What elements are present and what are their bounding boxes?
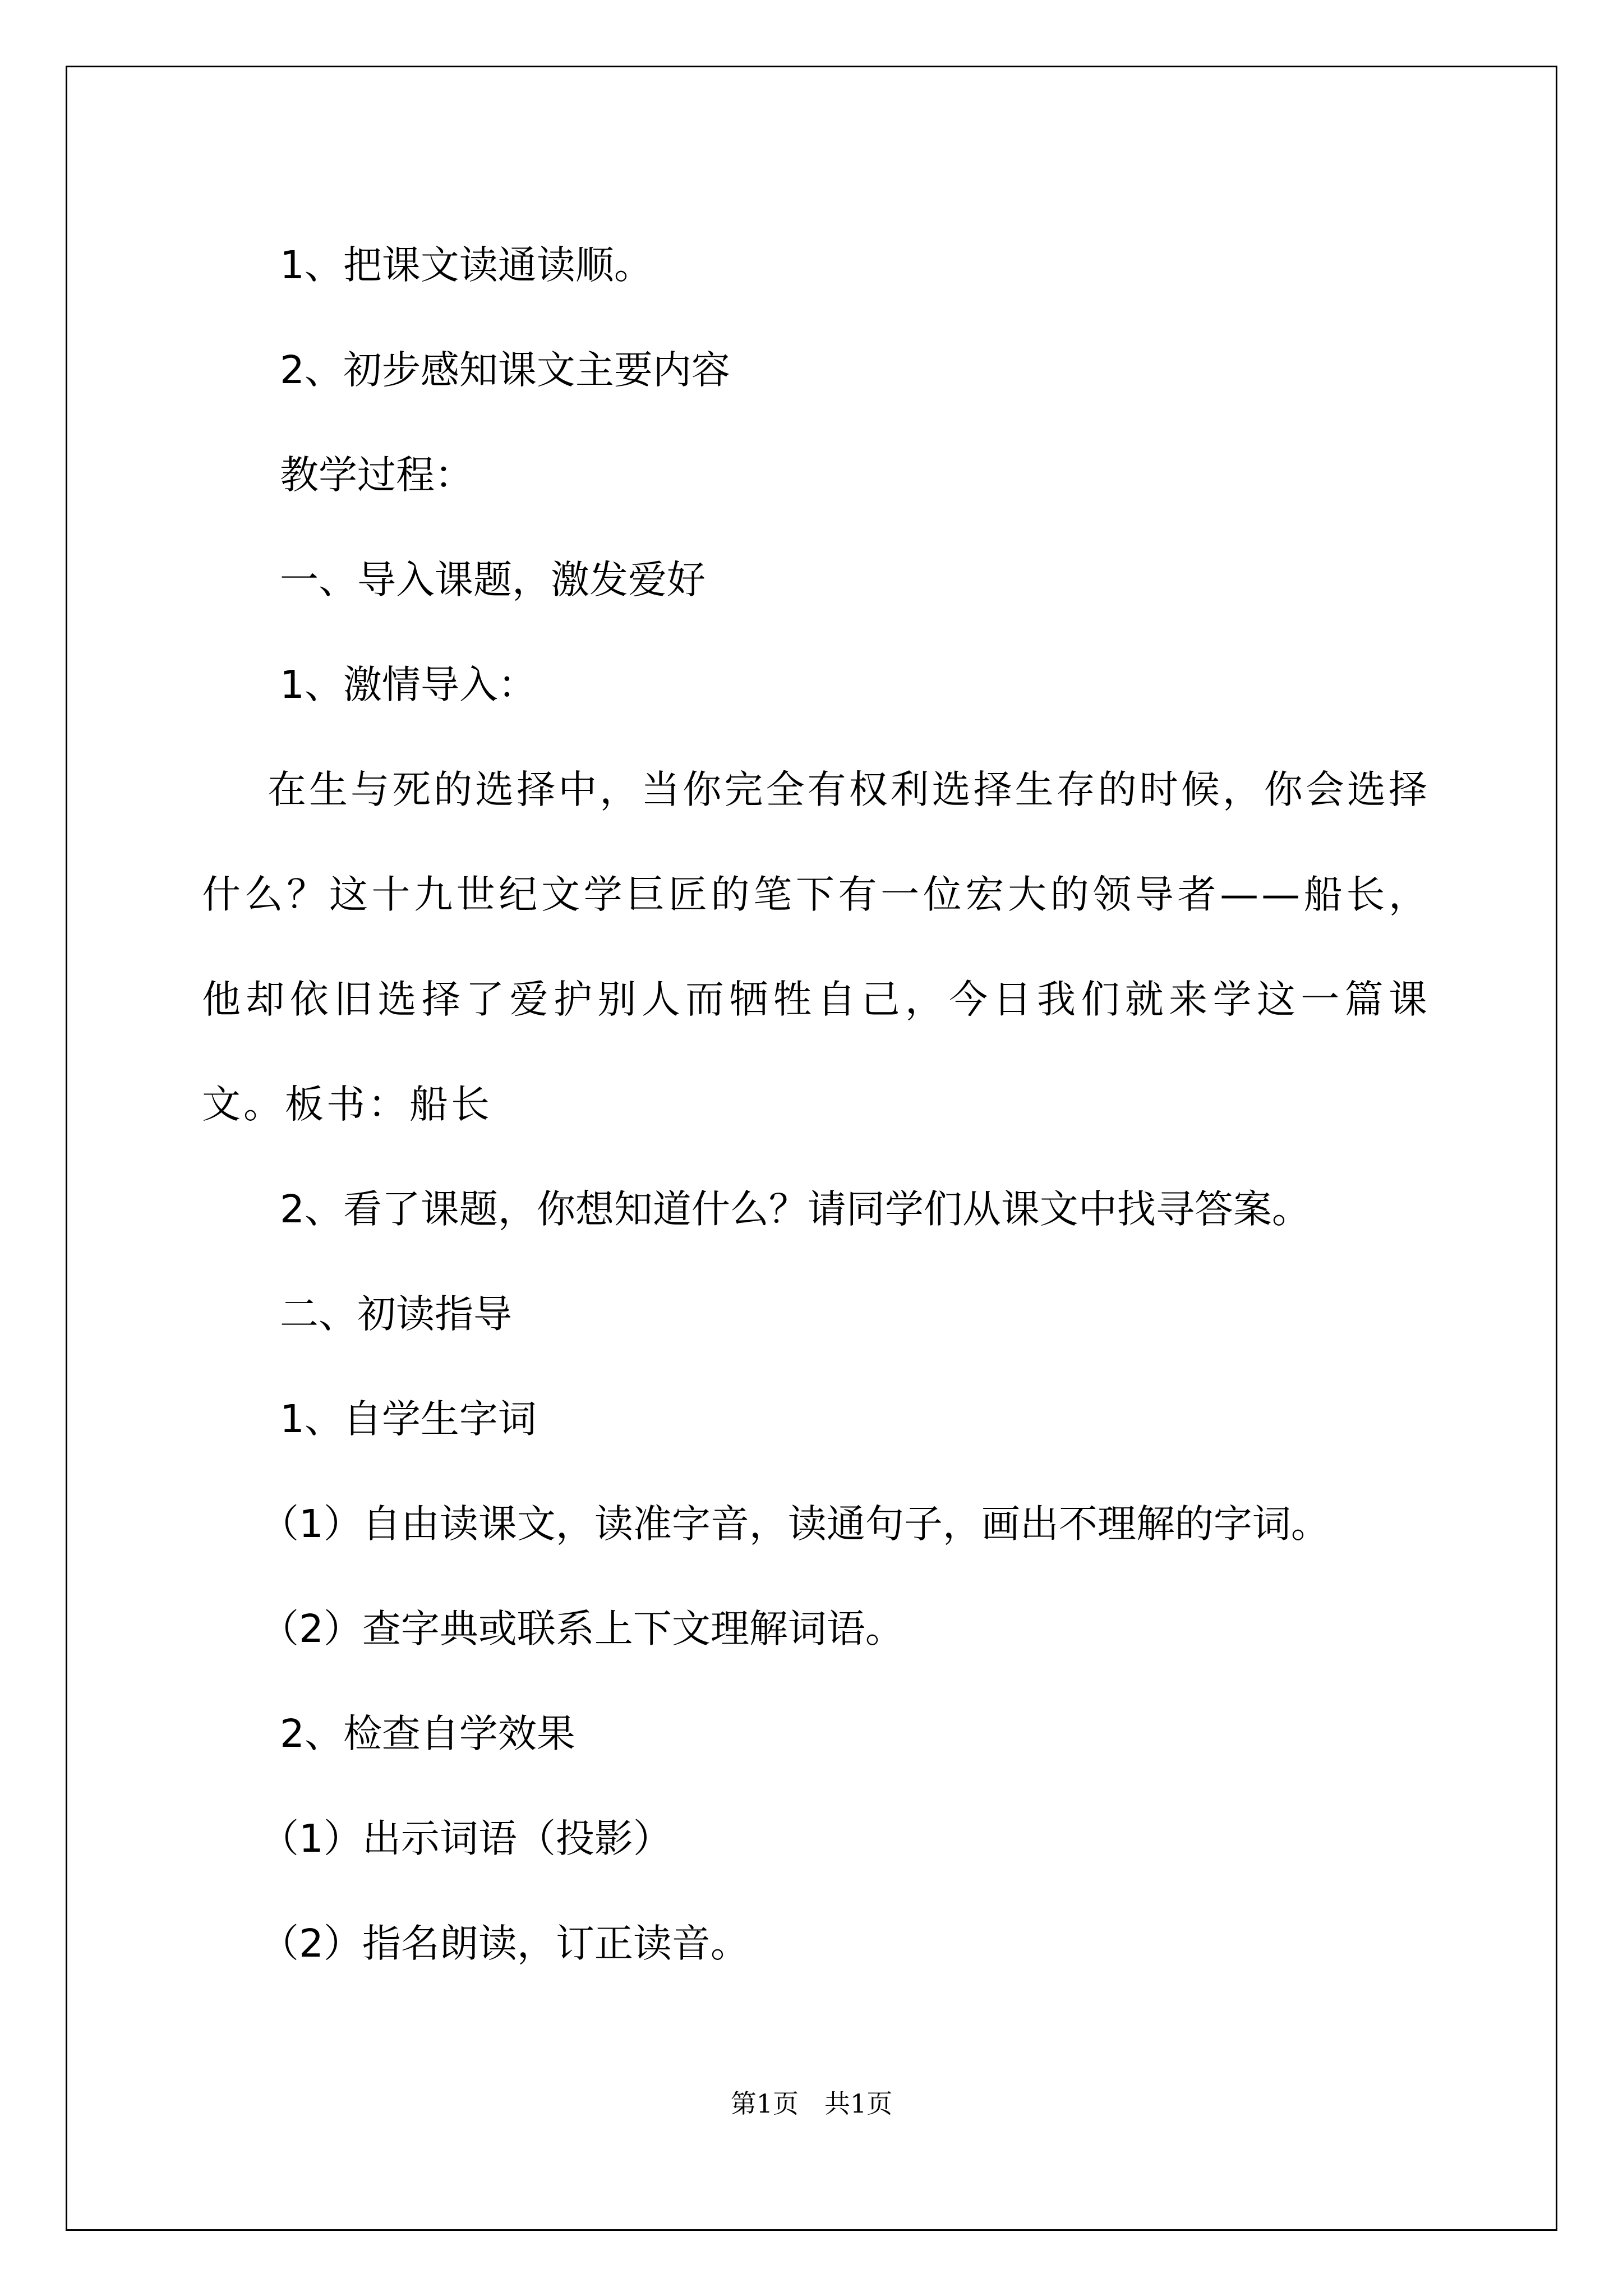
section-heading-process: 教学过程：	[280, 453, 473, 498]
page-number: 第1页	[730, 2088, 799, 2119]
sub-step-1: （1）自由读课文，读准字音，读通句子，画出不理解的字词。	[260, 1502, 1330, 1547]
objective-2: 2、初步感知课文主要内容	[280, 348, 730, 393]
step-heading-intro: 一、导入课题，激发爱好	[280, 558, 706, 602]
step-check: 2、检查自学效果	[280, 1711, 575, 1756]
objective-1: 1、把课文读通读顺。	[280, 243, 653, 288]
sub-step-4: （2）指名朗读，订正读音。	[260, 1921, 749, 1966]
step-self-study: 1、自学生字词	[280, 1397, 537, 1442]
document-body	[202, 213, 1437, 1996]
step-intro-1: 1、激情导入：	[280, 662, 537, 707]
sub-step-2: （2）查字典或联系上下文理解词语。	[260, 1607, 904, 1651]
intro-paragraph: 在生与死的选择中，当你完全有权利选择生存的时候，你会选择什么？这十九世纪文学巨匠的笔下有一位宏大的领导者——船长，他却依旧选择了爱护别人而牺牲自己，今日我们就来学这一篇课文。板书：船长	[202, 767, 1430, 1127]
sub-step-3: （1）出示词语（投影）	[260, 1816, 672, 1861]
page-footer	[0, 2087, 1623, 2120]
step-heading-first-reading: 二、初读指导	[280, 1292, 512, 1337]
step-intro-2: 2、看了课题，你想知道什么？请同学们从课文中找寻答案。	[280, 1187, 1311, 1232]
page-total: 共1页	[824, 2088, 893, 2119]
